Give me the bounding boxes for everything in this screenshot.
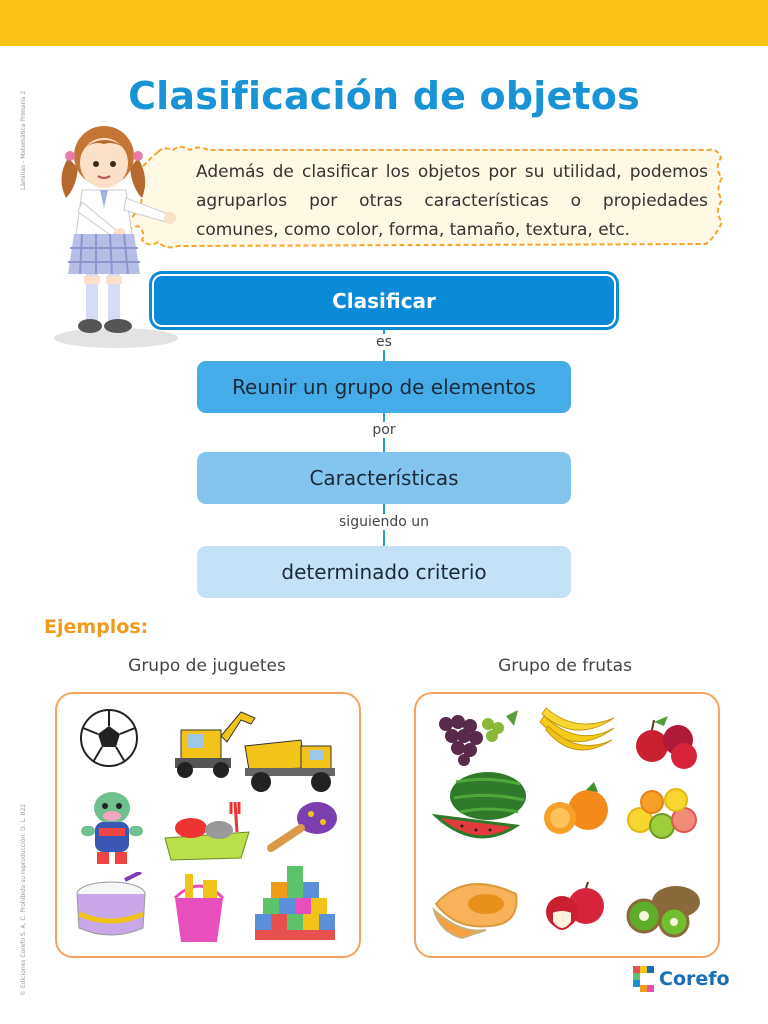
- soccer-ball-image: [77, 706, 141, 770]
- top-color-bar: [0, 0, 768, 46]
- fruits-panel: [414, 692, 720, 958]
- oranges-image: [538, 778, 614, 840]
- link-word-por: por: [0, 422, 768, 438]
- concept-main-box: Clasificar: [152, 274, 616, 327]
- sand-bucket-image: [167, 864, 231, 946]
- watermelon-image: [432, 768, 528, 842]
- link-word-siguiendo: siguiendo un: [0, 514, 768, 530]
- side-note-top: Láminas - Matemática Primaria 2: [20, 90, 27, 190]
- kiwis-image: [622, 880, 706, 940]
- fruits-group-title: Grupo de frutas: [498, 656, 632, 676]
- corefo-logo: [633, 966, 730, 992]
- apples-image: [538, 880, 614, 938]
- toys-group-title: Grupo de juguetes: [128, 656, 286, 676]
- toy-stove-image: [161, 792, 253, 866]
- plush-cow-image: [75, 784, 149, 868]
- intro-text: Además de clasificar los objetos por su utilidad, podemos agruparlos por otras características o propiedades comunes, como color, forma, tamaño, textura, etc.: [196, 162, 708, 240]
- corefo-logo-icon: [633, 966, 655, 992]
- citrus-slices-image: [622, 784, 706, 842]
- toy-dump-truck-image: [241, 726, 341, 794]
- melon-image: [430, 874, 524, 940]
- concept-node-3: determinado criterio: [197, 546, 571, 598]
- side-note-bottom: © Ediciones Corefo S. A. C. Prohibida su reproducción. D. L. 822: [20, 803, 27, 996]
- maraca-image: [263, 798, 343, 858]
- examples-heading: Ejemplos:: [44, 616, 149, 638]
- bananas-image: [534, 704, 618, 764]
- grapes-image: [432, 706, 522, 768]
- concept-node-2: Características: [197, 452, 571, 504]
- concept-node-1: Reunir un grupo de elementos: [197, 361, 571, 413]
- toy-drum-image: [71, 872, 151, 944]
- plums-image: [624, 712, 708, 770]
- toys-panel: [55, 692, 361, 958]
- brand-name: Corefo: [659, 968, 730, 990]
- link-word-es: es: [0, 334, 768, 350]
- building-blocks-image: [249, 858, 343, 944]
- page-title: Clasificación de objetos: [128, 74, 640, 118]
